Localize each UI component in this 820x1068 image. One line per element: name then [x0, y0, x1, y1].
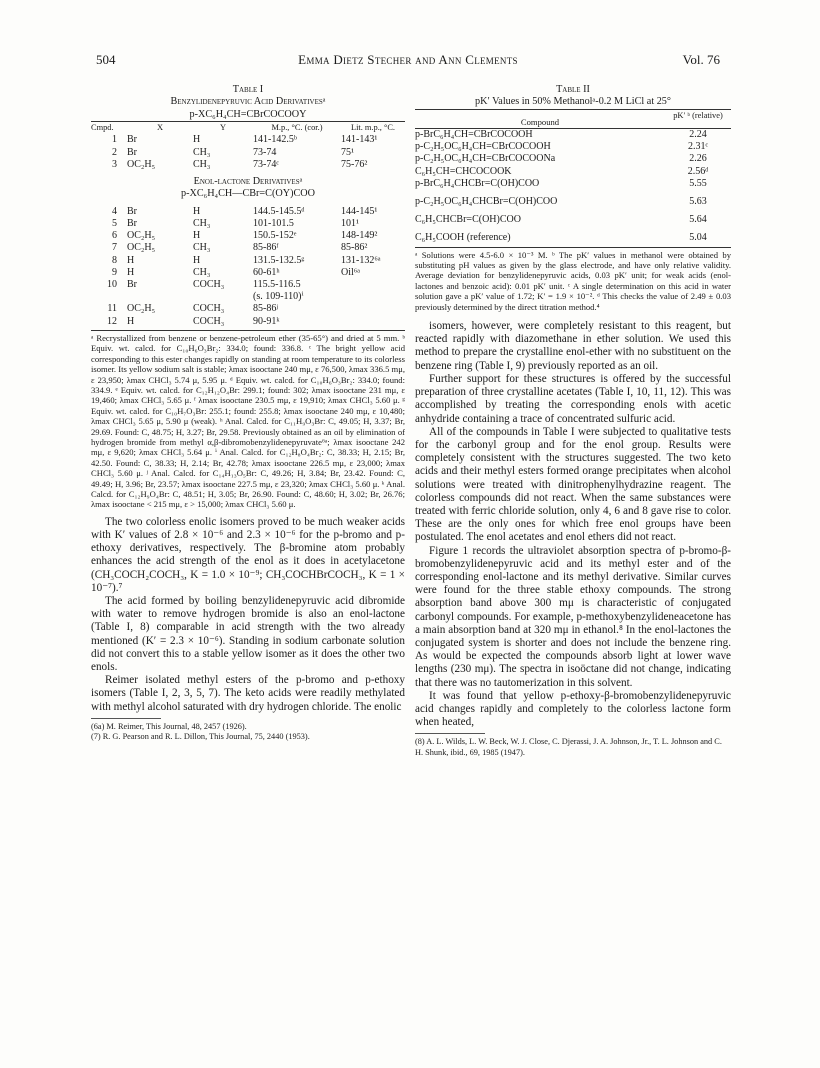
table-cell: 85-86² [341, 242, 368, 254]
table-cell [341, 303, 405, 315]
table-cell: 60-61ʰ [253, 266, 280, 278]
table-cell: 4 [112, 205, 117, 217]
page-number: 504 [96, 52, 116, 67]
table2-row [415, 129, 731, 142]
table-cell: 5 [112, 218, 117, 230]
table-cell: p-C₂H₅OC₆H₄CHCBr=C(OH)COO [415, 196, 558, 208]
table-cell: p-C₂H₅OC₆H₄CH=CBrCOCOOH [415, 141, 551, 153]
table-cell [91, 291, 127, 303]
running-header [96, 52, 720, 70]
col-x-header: X [156, 123, 164, 133]
table1-row [91, 316, 405, 328]
table-cell: 85-86ᶠ [253, 242, 279, 254]
table1-row [91, 159, 405, 171]
table-cell [193, 291, 253, 303]
table-cell: H [193, 254, 201, 266]
table-cell: C₆H₅CHCBr=C(OH)COO [415, 214, 521, 226]
table-cell [341, 291, 405, 303]
table-cell: 7 [112, 242, 117, 254]
table-cell: H [193, 134, 201, 146]
col-cmpd-header: Cmpd. [91, 123, 114, 133]
table-cell: 101-101.5 [253, 218, 294, 230]
table-cell [127, 291, 193, 303]
table-cell: H [193, 230, 201, 242]
table-cell: H [193, 205, 201, 217]
table-cell: CH₃ [193, 218, 211, 230]
table-cell [341, 279, 405, 291]
table-cell: COCH₃ [193, 279, 225, 291]
table-cell: 2 [112, 146, 117, 158]
table1-row [91, 230, 405, 242]
col-y-header: Y [219, 123, 227, 133]
table-cell: OC₂H₅ [127, 230, 156, 242]
body-paragraph: All of the compounds in Table I were subjected to qualitative tests for the carbonyl group and for the enol group. Results were completely consistent with the structures suggested. The two keto acids and their methyl esters formed orange precipitates when alcohol solutions were treated with dinitrophenylhydrazine reagent. The colorless compounds did not react. When the same substances were treated with ferric chloride solution, only 4, 6 and 8 gave rise to color. These are the only ones for which free enol groups have been postulated. The enol acetates and enol ethers did not react. [415, 425, 731, 544]
body-paragraph: Reimer isolated methyl esters of the p-bromo and p-ethoxy isomers (Table I, 2, 3, 5, 7). The keto acids were readily methylated with methyl alcohol saturated with dry hydrogen chloride. The enolic [91, 674, 405, 713]
table1-row [91, 206, 405, 218]
table-cell: 8 [112, 254, 117, 266]
table1-row [91, 255, 405, 267]
table-cell: OC₂H₅ [127, 303, 156, 315]
table2-row [415, 141, 731, 153]
footnote: (7) R. G. Pearson and R. L. Dillon, This Journal, 75, 2440 (1953). [91, 732, 310, 742]
table-cell: 2.24 [689, 129, 707, 141]
table1-row [91, 291, 405, 303]
table2-row [415, 232, 731, 244]
table-cell: p-BrC₆H₄CHCBr=C(OH)COO [415, 177, 540, 189]
table-cell: 75-76² [341, 158, 368, 170]
table2-row [415, 166, 731, 178]
table-cell: 12 [107, 315, 117, 327]
table-cell: 141-143¹ [341, 134, 378, 146]
table2-row [415, 196, 731, 214]
table-cell: OC₂H₅ [127, 242, 156, 254]
table-cell: 1 [112, 134, 117, 146]
table-cell: 101¹ [341, 218, 359, 230]
table1-footnote: ᵃ Recrystallized from benzene or benzene-petroleum ether (35-65°) and dried at 5 mm. ᵇ Equiv. wt. calcd. for C₁₀H₆O₃Br₂: 334.0; found: 336.8. ᶜ The bright yellow acid corresponding to this ester changes rapidly on standing at room temperature to its colorless isomer. Its yellow sodium salt is stable; λmax isooctane 240 mμ, ε 76,500, λmax 336.5 mμ, ε 23,950; λmax CHCl₃ 5.74 μ, 5.95 μ. ᵈ Equiv. wt. calcd. for C₁₀H₆O₃Br₂: 334.0; found: 334.9. ᵉ Equiv. wt. calcd. for C₁₂H₁₂O₄Br: 299.1; found: 302; λmax isooctane 231 mμ, ε 19,460; λmax CHCl₃ 5.65 μ. ᶠ λmax isooctane 230.5 mμ, ε 19,910; λmax CHCl₃ 5.60 μ. ᵍ Equiv. wt. calcd. for C₁₀H₇O₃Br: 255.1; found: 255.8; λmax isooctane 240 mμ, ε 10,480; λmax CHCl₃ 5.65 μ, 5.90 μ (weak). ʰ Anal. Calcd. for C₁₁H₉O₃Br: C, 49.05; H, 3.37; Br, 29.69. Found: C, 48.75; H, 3.27; Br, 29.58. Previously obtained as an oil by elimination of hydrogen bromide from methyl α,β-dibromobenzylidenepyruvate⁶ᵃ; λmax isooctane 242 mμ, ε 9,620; λmax CHCl₃ 5.64 μ. ⁱ Anal. Calcd. for C₁₂H₈O₄Br₂: C, 38.33; H, 2.15; Br, 42.50. Found: C, 38.33; H, 2.14; Br, 42.78; λmax isooctane 226.5 mμ, ε 23,000; λmax CHCl₃ 5.60 μ. ʲ Anal. Calcd. for C₁₄H₁₃O₅Br: C, 49.26; H, 3.84; Br, 23.42. Found: C, 49.49; H, 3.96; Br, 23.57; λmax isooctane 227.5 mμ, ε 23,320; λmax CHCl₃ 5.60 μ. ᵏ Anal. Calcd. for C₁₂H₉O₄Br: C, 48.51; H, 3.05; Br, 26.90. Found: C, 48.60; H, 3.02; Br, 26.76; λmax isooctane < 215 mμ, ε > 15,000; λmax CHCl₃ 5.60 μ. [91, 332, 405, 510]
table-cell: 10 [107, 279, 117, 291]
table-cell: 144.5-145.5ᵈ [253, 205, 305, 217]
left-column [91, 84, 405, 742]
table2-row [415, 178, 731, 196]
volume-label: Vol. 76 [682, 52, 720, 67]
footnote: (8) A. L. Wilds, L. W. Beck, W. J. Close, C. Djerassi, J. A. Johnson, Jr., T. L. Johnson and C. H. Shunk, ibid., 69, 1985 (1947). [415, 737, 722, 757]
table-cell: H [127, 266, 135, 278]
table-cell: 90-91ᵏ [253, 315, 280, 327]
table-cell: CH₃ [193, 242, 211, 254]
table1-part2 [91, 206, 405, 328]
table2-body [415, 129, 731, 245]
table-cell: 148-149² [341, 230, 378, 242]
table1-row [91, 267, 405, 279]
body-paragraph: isomers, however, were completely resistant to this reagent, but reacted rapidly with diazomethane in ether solution. We used this method to prepare the crystalline enol-ether with no substituent on the benzene ring (Table I, 9) previously reported as an oil. [415, 320, 731, 372]
table1-subtitle: Benzylidenepyruvic Acid Derivativesᵃ [170, 96, 326, 108]
table2 [415, 109, 731, 245]
table1-body [91, 134, 405, 171]
table-cell: COCH₃ [193, 315, 225, 327]
table1-row [91, 134, 405, 146]
table2-footnote: ᵃ Solutions were 4.5-6.0 × 10⁻³ M. ᵇ The pK′ values in methanol were obtained by substituting pH values as given by the glass electrode, and have only relative validity. Average deviation for benzylidenepyruvic acids, 0.03 pK′ unit; for weak acids (enol-lactones and benzoic acid): 0.01 pK′ unit. ᶜ A single determination on this acid in water solution gave a pK′ value of 1.72; K′ = 1.9 × 10⁻². ᵈ This checks the value of 2.49 ± 0.03 previously determined by the direct titration method.⁴ [415, 249, 731, 312]
table-cell: 131-132⁶ᵃ [341, 254, 381, 266]
table-cell: H [127, 254, 135, 266]
right-footnotes [415, 737, 731, 757]
table2-title: Table II [556, 84, 590, 95]
table-cell: 150.5-152ᵉ [253, 230, 297, 242]
table1-header [91, 122, 405, 135]
table1-formula: p-XC₆H₄CH=CBrCOCOOY [189, 108, 307, 120]
table-cell: p-BrC₆H₄CH=CBrCOCOOH [415, 129, 533, 141]
table-cell: CH₃ [193, 266, 211, 278]
table-cell: 2.26 [689, 153, 707, 165]
table-cell: 131.5-132.5ᵍ [253, 254, 305, 266]
table-cell: C₆H₅CH=CHCOCOOK [415, 165, 512, 177]
left-footnotes [91, 722, 405, 742]
table-cell: 6 [112, 230, 117, 242]
table1-part2-body [91, 206, 405, 328]
table-cell: 115.5-116.5 [253, 279, 301, 291]
table1-row [91, 147, 405, 159]
table2-subtitle: pK′ Values in 50% Methanolᵃ-0.2 M LiCl at 25° [475, 96, 671, 108]
left-body-text [91, 516, 405, 714]
table2-row [415, 153, 731, 165]
table-cell: Br [127, 279, 137, 291]
table1-formula2: p-XC₆H₄CH—CBr=C(OY)COO [181, 188, 315, 200]
table-cell: p-C₂H₅OC₆H₄CH=CBrCOCOONa [415, 153, 556, 165]
table-cell: 85-86ʲ [253, 303, 278, 315]
table-cell: 5.63 [689, 196, 707, 208]
table-cell: 141-142.5ᵇ [253, 134, 297, 146]
table-cell [341, 316, 405, 328]
table-cell: Br [127, 205, 137, 217]
col-mp-header: M.p., °C. (cor.) [271, 123, 323, 133]
col-pk-header: pK′ ᵇ (relative) [673, 110, 723, 120]
table1-row [91, 242, 405, 254]
table-cell: H [127, 315, 135, 327]
table-cell: 75¹ [341, 146, 354, 158]
table-cell: CH₃ [193, 146, 211, 158]
table1 [91, 121, 405, 171]
col-compound-header: Compound [520, 116, 560, 127]
table1-row [91, 303, 405, 315]
table-cell: 5.64 [689, 214, 707, 226]
col-lit-header: Lit. m.p., °C. [350, 123, 396, 133]
table-cell: 144-145¹ [341, 205, 378, 217]
right-column [415, 84, 731, 758]
table-cell: Oil⁶ᵃ [341, 266, 360, 278]
body-paragraph: The two colorless enolic isomers proved to be much weaker acids with K′ values of 2.8 × 10⁻⁶ and 2.3 × 10⁻⁶ for the p-bromo and p-ethoxy derivatives, respectively. The β-bromine atom probably enhances the acid strength of the enol as it does in acetylacetone (CH₃COCH₂COCH₃, K = 1.0 × 10⁻⁹; CH₃COCHBrCOCH₃, K = 1 × 10⁻⁷).⁷ [91, 515, 405, 594]
table2-row [415, 214, 731, 232]
table-cell: 73-74 [253, 146, 277, 158]
table-cell: 73-74ᶜ [253, 158, 279, 170]
body-paragraph: Further support for these structures is offered by the successful preparation of three crystalline acetates (Table I, 10, 11, 12). This was accomplished by treating the corresponding enols with acetic anhydride containing a trace of concentrated sulfuric acid. [415, 372, 731, 425]
table-cell: Br [127, 134, 137, 146]
table-cell: C₆H₅COOH (reference) [415, 232, 511, 244]
body-paragraph: The acid formed by boiling benzylidenepyruvic acid dibromide with water to remove hydrogen bromide is also an enol-lactone (Table I, 8) comparable in acid strength with the two already mentioned (K′ = 2.3 × 10⁻⁶). Standing in sodium carbonate solution did not convert this to a stable yellow isomer as it does the other two enols. [91, 595, 405, 674]
body-paragraph: It was found that yellow p-ethoxy-β-bromobenzylidenepyruvic acid changes rapidly and completely to the colorless lactone form when heated, [415, 689, 731, 729]
table1-title: Table I [232, 84, 264, 95]
right-body-text [415, 320, 731, 729]
table-cell: Br [127, 146, 137, 158]
footnote: (6a) M. Reimer, This Journal, 48, 2457 (1926). [91, 721, 247, 731]
table-cell: (s. 109-110)ⁱ [253, 291, 304, 303]
table2-header [415, 109, 731, 128]
running-authors: Emma Dietz Stecher and Ann Clements [298, 52, 518, 67]
body-paragraph: Figure 1 records the ultraviolet absorption spectra of p-bromo-β-bromobenzylidenepyruvic acid and its methyl ester and of the corresponding enol-lactone and its methyl derivative. Similar curves were found for the three stable ethoxy compounds. The strong absorption band above 300 mμ is characteristic of conjugated carbonyl compounds. For example, p-methoxybenzylideneacetone has a main absorption band at 320 mμ in ethanol.⁸ In the enol-lactones the conjugated system is shorter and does not include the benzene ring. As would be expected the compounds absorb light at lower wave lengths (230 mμ). The spectra in isoöctane did not change, indicating that there was no tautomerization in this solvent. [415, 544, 731, 689]
table-cell: 3 [112, 158, 117, 170]
table1-subtitle2: Enol-lactone Derivativesᵃ [193, 176, 303, 188]
table-cell: 11 [107, 303, 117, 315]
table-cell: Br [127, 218, 137, 230]
table1-row [91, 279, 405, 291]
table-cell: 9 [112, 266, 117, 278]
table-cell: 2.56ᵈ [687, 165, 709, 177]
table1-row [91, 218, 405, 230]
table-cell: CH₃ [193, 158, 211, 170]
table-cell: OC₂H₅ [127, 158, 156, 170]
table-cell: 2.31ᶜ [687, 141, 709, 153]
table-cell: COCH₃ [193, 303, 225, 315]
table-cell: 5.04 [689, 232, 707, 244]
table-cell: 5.55 [689, 177, 707, 189]
